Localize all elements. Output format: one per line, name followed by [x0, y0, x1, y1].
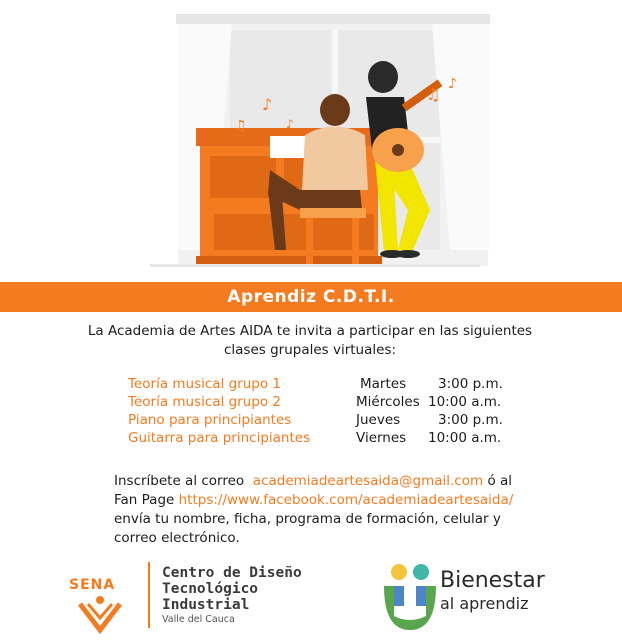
contact-info — [114, 472, 534, 548]
intro-text — [60, 322, 560, 360]
sena-city: Valle del Cauca — [162, 614, 235, 625]
sena-logo-icon — [80, 596, 120, 630]
stool-seat — [300, 208, 366, 218]
class-name: Piano para principiantes — [128, 412, 292, 428]
bienestar-subtitle: al aprendiz — [440, 594, 529, 613]
class-time: 3:00 p.m. — [438, 412, 503, 428]
class-name: Guitarra para principiantes — [128, 430, 311, 446]
class-time: 3:00 p.m. — [438, 376, 503, 392]
bienestar-title: Bienestar — [440, 568, 545, 593]
music-note-icon: ♫ — [426, 85, 441, 104]
music-note-icon: ♪ — [448, 76, 457, 92]
program-banner: Aprendiz C.D.T.I. — [0, 282, 622, 312]
class-row — [128, 429, 528, 447]
intro-line: La Academia de Artes AIDA te invita a participar en las siguientes — [87, 323, 533, 339]
class-day: Miércoles — [356, 394, 420, 410]
class-day: Viernes — [356, 430, 407, 446]
music-note-icon: ♪ — [286, 117, 294, 131]
contact-line: correo electrónico. — [114, 530, 240, 546]
music-note-icon: ♫ — [234, 118, 247, 134]
intro-line: clases grupales virtuales: — [223, 342, 397, 358]
floor-line — [150, 264, 480, 267]
sena-center-name — [162, 565, 302, 613]
bienestar-logo-icon — [384, 564, 436, 630]
footer-logos — [0, 548, 622, 640]
sena-name-line: Industrial — [162, 597, 250, 613]
sena-name-line: Tecnológico — [162, 581, 259, 597]
class-day: Jueves — [356, 412, 401, 428]
sena-divider — [148, 562, 150, 628]
class-day: Martes — [360, 376, 407, 392]
class-name: Teoría musical grupo 1 — [128, 376, 281, 392]
contact-mid: ó al — [487, 473, 513, 489]
facebook-link[interactable]: https://www.facebook.com/academiadeartesaida/ — [178, 492, 514, 508]
music-note-icon: ♪ — [262, 95, 273, 114]
sena-name-line: Centro de Diseño — [162, 565, 302, 581]
class-row — [128, 393, 528, 411]
class-name: Teoría musical grupo 2 — [128, 394, 281, 410]
fanpage-label: Fan Page — [114, 492, 175, 508]
music-class-illustration — [0, 0, 622, 282]
class-row — [128, 411, 528, 429]
contact-line: envía tu nombre, ficha, programa de formación, celular y — [114, 511, 501, 527]
class-schedule — [128, 375, 528, 447]
class-row — [128, 375, 528, 393]
contact-prefix: Inscríbete al correo — [114, 473, 245, 489]
sena-wordmark: SENA — [69, 577, 116, 593]
email-link[interactable]: academiadeartesaida@gmail.com — [252, 473, 484, 489]
class-time: 10:00 a.m. — [428, 430, 502, 446]
class-time: 10:00 a.m. — [428, 394, 502, 410]
